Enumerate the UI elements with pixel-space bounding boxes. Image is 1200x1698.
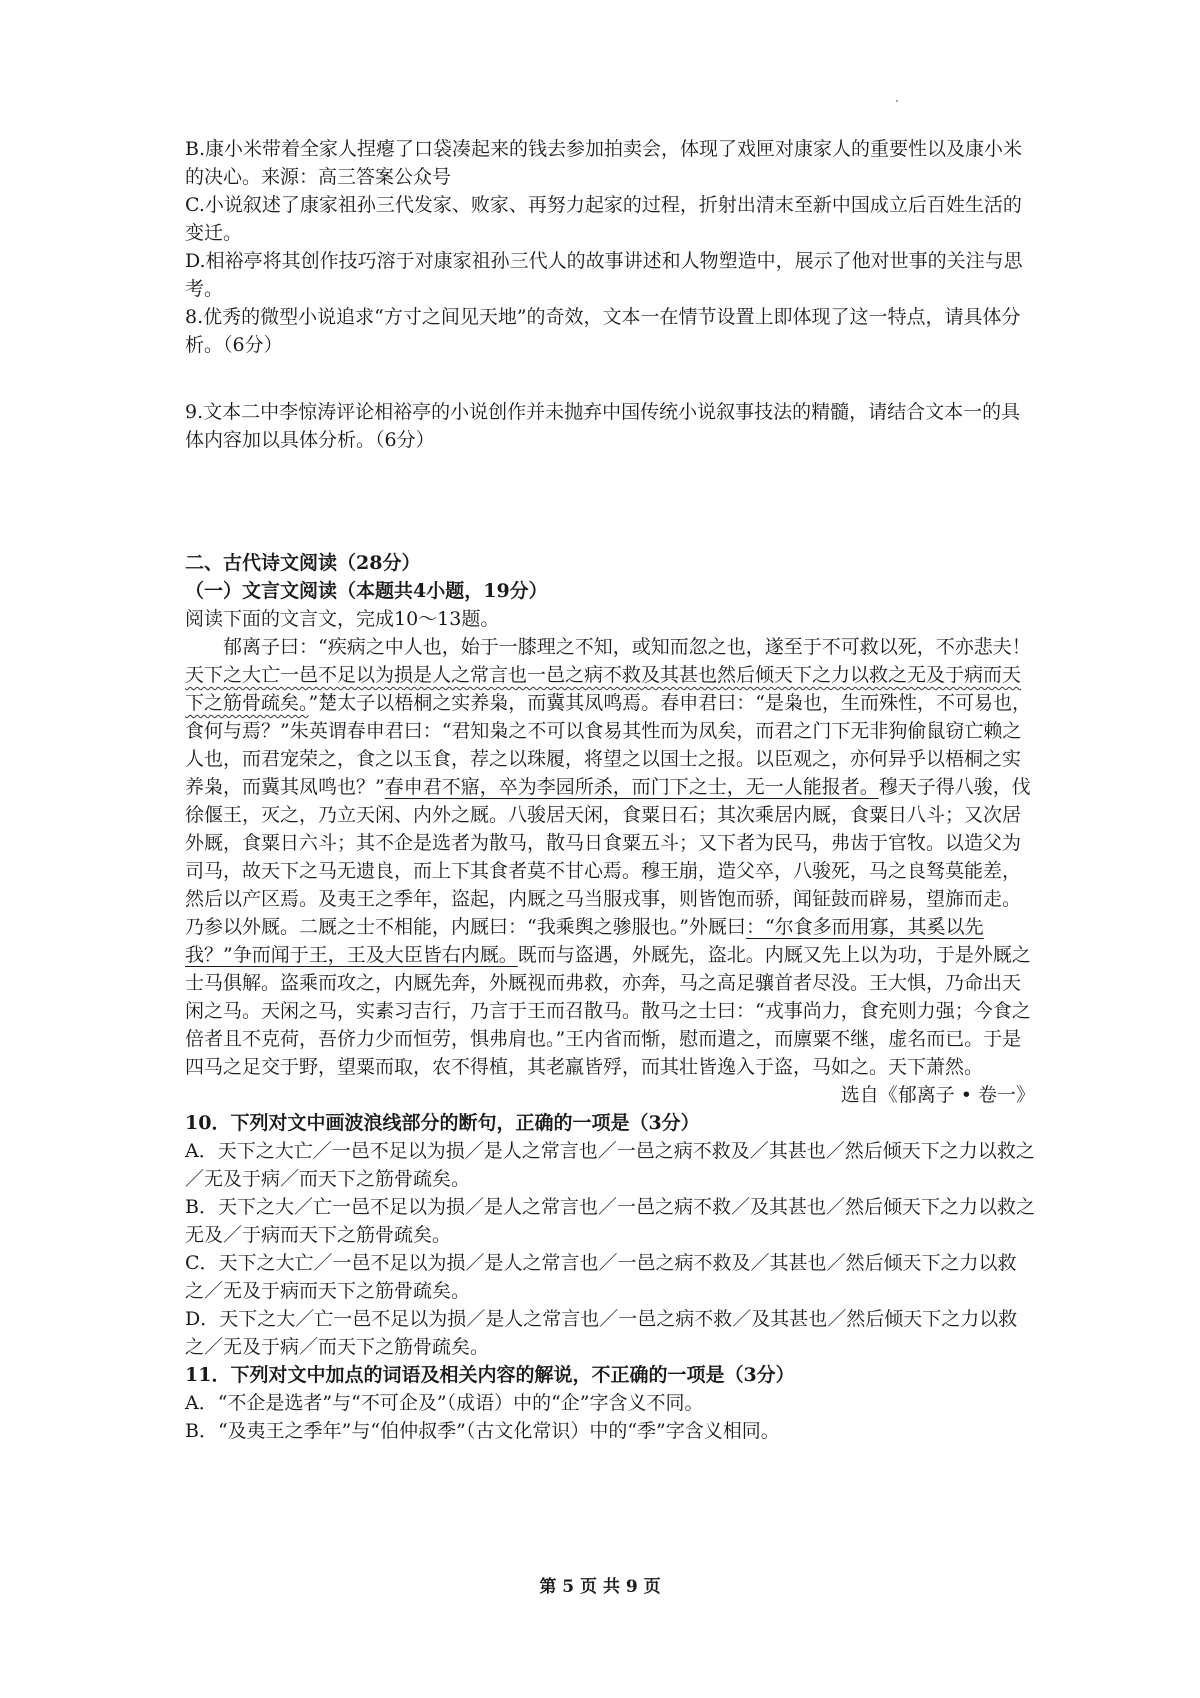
q10-option-d: D．天下之大／亡一邑不足以为损／是人之常言也／一邑之病不救／及其甚也／然后倾天下之力以救之／无及于病／而天下之筋骨疏矣。 bbox=[185, 1308, 1018, 1358]
section-instruction: 阅读下面的文言文，完成10～13题。 bbox=[185, 608, 500, 630]
question-9-block bbox=[185, 398, 1035, 454]
q11-option-a: A．“不企是选者”与“不可企及”（成语）中的“企”字含义不同。 bbox=[185, 1392, 704, 1414]
q11-option-b: B．“及夷王之季年”与“伯仲叔季”（古文化常识）中的“季”字含义相同。 bbox=[185, 1420, 780, 1442]
option-b-text: B.康小米带着全家人捏瘪了口袋凑起来的钱去参加拍卖会，体现了戏匣对康家人的重要性以及康小米的决心。来源：高三答案公众号 bbox=[185, 138, 1023, 188]
section-subtitle: （一）文言文阅读（本题共4小题，19分） bbox=[185, 580, 548, 602]
passage-text: 郁离子曰：“疾病之中人也，始于一膝理之不知，或知而忽之也，遂至于不可救以死，不亦悲夫！ bbox=[223, 636, 1031, 658]
question-options-part1 bbox=[185, 135, 1035, 359]
q10-option-a: A．天下之大亡／一邑不足以为损／是人之常言也／一邑之病不救及／其甚也／然后倾天下之力以救之／无及于病／而天下之筋骨疏矣。 bbox=[185, 1140, 1035, 1190]
underlined-passage: 春申君不寤，卒为李园所杀，而门下之士，无一人能报者。 bbox=[384, 776, 879, 798]
passage-text: 既而与盗遇，外厩先，盗北。内厩又先上以为功，于是外厩之士马俱解。盗乘而攻之，内厩先奔，外厩视而弗救，亦奔，马之高足骧首者尽没。王大惧，乃命出天闲之马。天闲之马，实素习吉行，乃言于王而召散马。散马之士曰：“戎事尚力，食充则力强；今食之倍者且不克荷，吾侪力少而恒劳，惧弗肩也。”王内省而惭，慰而遣之，而廪粟不继，虚名而已。于是四马之足交于野，望粟而取，农不得植，其老羸皆殍，而其壮皆逸入于盗，马如之。天下萧然。 bbox=[185, 944, 1031, 1078]
section-title: 二、古代诗文阅读（28分） bbox=[185, 552, 421, 574]
q10-option-c: C．天下之大亡／一邑不足以为损／是人之常言也／一邑之病不救及／其甚也／然后倾天下之力以救之／无及于病而天下之筋骨疏矣。 bbox=[185, 1252, 1017, 1302]
passage-source: 选自《郁离子 • 卷一》 bbox=[840, 1084, 1035, 1106]
underlined-passage: ：“尔食多而用寡，其奚以先我？”争而闻于王，王及大臣皆右内厩。 bbox=[185, 916, 984, 966]
passage-text: ”楚太子以梧桐之实养枭，而冀其凤鸣焉。春申君曰：“是枭也，生而殊性，不可易也，食何与焉？”朱英谓春申君曰：“君知枭之不可以食易其性而为凤矣，而君之门下无非狗偷鼠窃亡赖之人也，而君宠荣之，食之以玉食，荐之以珠履，将望之以国士之报。以臣观之，亦何异乎以梧桐之实养枭，而冀其凤鸣也？” bbox=[185, 692, 1031, 798]
question-11-stem: 11．下列对文中加点的词语及相关内容的解说，不正确的一项是（3分） bbox=[185, 1364, 795, 1386]
section-classical-reading bbox=[185, 549, 1035, 1445]
scan-dot bbox=[896, 100, 898, 102]
wavy-underlined-passage: 天下之大亡一邑不足以为损是人之常言也一邑之病不救及其甚也然后倾天下之力以救之无及于病而天下之筋骨疏矣。 bbox=[185, 664, 1022, 714]
page-footer: 第 5 页 共 9 页 bbox=[539, 1577, 661, 1597]
classical-passage bbox=[185, 633, 1035, 1081]
option-c-text: C.小说叙述了康家祖孙三代发家、败家、再努力起家的过程，折射出清末至新中国成立后百姓生活的变迁。 bbox=[185, 194, 1022, 244]
option-d-text: D.相裕亭将其创作技巧溶于对康家祖孙三代人的故事讲述和人物塑造中，展示了他对世事的关注与思考。 bbox=[185, 250, 1023, 300]
question-9: 9.文本二中李惊涛评论相裕亭的小说创作并未抛弃中国传统小说叙事技法的精髓，请结合文本一的具体内容加以具体分析。（6分） bbox=[185, 401, 1021, 451]
question-8: 8.优秀的微型小说追求“方寸之间见天地”的奇效，文本一在情节设置上即体现了这一特点，请具体分析。（6分） bbox=[185, 306, 1021, 356]
passage-text: 穆天子得八骏，伐徐偃王，灭之，乃立天闲、内外之厩。八骏居天闲，食粟日石；其次乘居内厩，食粟日八斗；又次居外厩，食粟日六斗；其不企是选者为散马，散马日食粟五斗；又下者为民马，弗齿于官牧。以造父为司马，故天下之马无遗良，而上下其食者莫不甘心焉。穆王崩，造父卒，八骏死，马之良驽莫能差，然后以产区焉。及夷王之季年，盗起，内厩之马当服戎事，则皆饱而骄，闻钲鼓而辟易，望旆而走。乃参以外厩。二厩之士不相能，内厩曰：“我乘舆之骖服也。”外厩曰 bbox=[185, 776, 1031, 938]
question-10-stem: 10．下列对文中画波浪线部分的断句，正确的一项是（3分） bbox=[185, 1112, 700, 1134]
q10-option-b: B．天下之大／亡一邑不足以为损／是人之常言也／一邑之病不救／及其甚也／然后倾天下之力以救之无及／于病而天下之筋骨疏矣。 bbox=[185, 1196, 1035, 1246]
